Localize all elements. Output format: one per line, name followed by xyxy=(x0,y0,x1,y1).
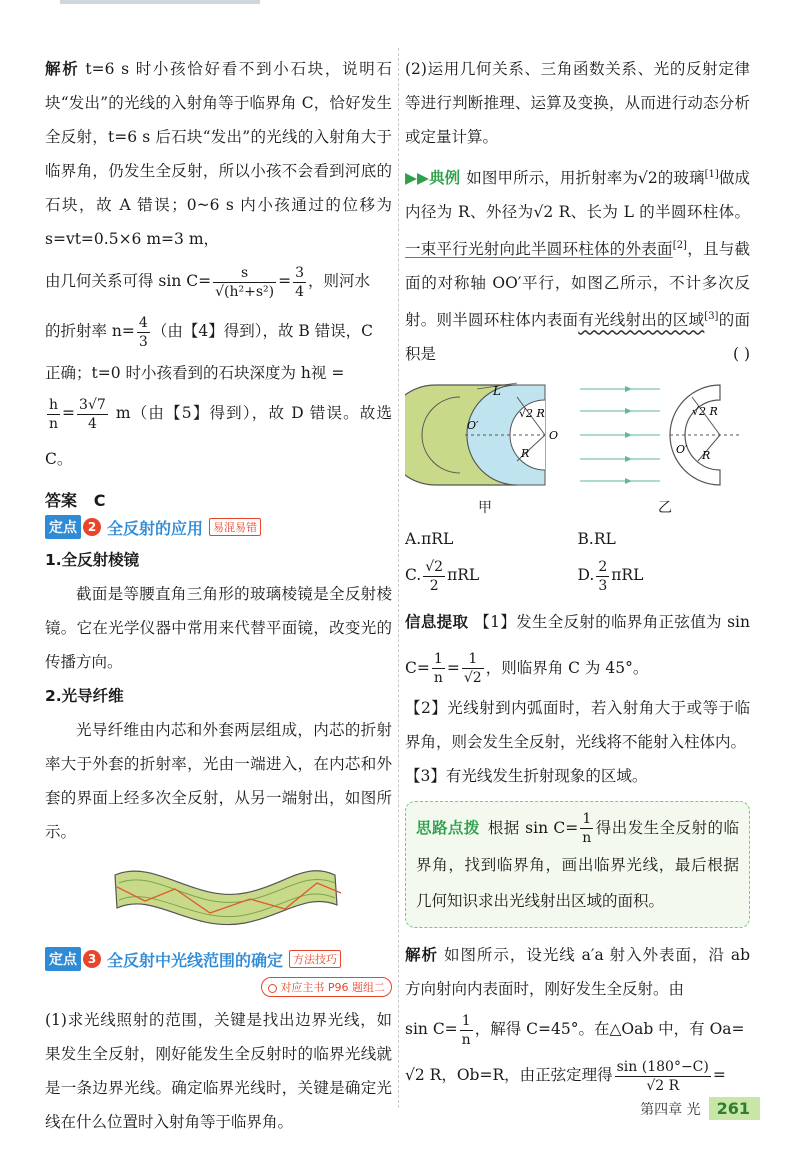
marker-3: [3] xyxy=(704,311,719,323)
optical-fiber-figure xyxy=(45,853,385,933)
page-footer xyxy=(640,1097,760,1120)
section-number: 2 xyxy=(83,518,101,536)
option-c[interactable]: C. $\frac{√2}{2}$ πRL xyxy=(405,558,480,594)
fraction-3root7-4: $\frac{3√7}{4}$ xyxy=(79,396,106,432)
example-problem: ▶▶典例 如图甲所示，用折射率为√2的玻璃[1]做成内径为 R、外径为√2 R、长为 L 的半圆环柱体。一束平行光射向此半圆环柱体的外表面[2]，且与截面的对称轴 OO′平行，如图乙所示，不计多次反射。则半圆环柱体内表面有光线射出的区域[3]的面积是 ( ) xyxy=(405,158,750,371)
solution-2-line-1: 解析 如图所示，设光线 a′a 射入外表面，沿 ab 方向射向内表面时，刚好发生全反射。由 xyxy=(405,946,750,999)
section-title: 全反射中光线范围的确定 xyxy=(107,950,284,970)
label-R: R xyxy=(521,447,530,461)
section-badge: 定点 xyxy=(45,947,81,971)
label-root2R: √2 R xyxy=(692,405,718,419)
solution-paragraph xyxy=(45,52,392,256)
method-2-text: (2)运用几何关系、三角函数关系、光的反射定律等进行判断推理、运算及变换，从而进行动态分析或定量计算。 xyxy=(405,60,750,146)
label-O-prime: O′ xyxy=(676,443,688,457)
chapter-label: 第四章 光 xyxy=(640,1101,701,1118)
fraction-3-4: $\frac{3}{4}$ xyxy=(295,264,305,300)
solution-2-line-2: sin C= $\frac{1}{n}$ ，解得 C=45°。在△Oab 中，有 Oa= xyxy=(405,1012,745,1048)
fraction-4-3: $\frac{4}{3}$ xyxy=(138,314,148,350)
label-O: O xyxy=(549,429,559,443)
option-b[interactable]: B.RL xyxy=(577,530,616,549)
highlight-outer-surface: 一束平行光射向此半圆环柱体的外表面 xyxy=(405,240,673,259)
figure-caption-jia: 甲 xyxy=(478,500,492,517)
figure-yi xyxy=(580,375,750,517)
reference-row xyxy=(45,977,392,997)
section-title: 全反射的应用 xyxy=(107,518,204,538)
target-icon xyxy=(268,984,277,993)
solution-label: 解析 xyxy=(405,946,438,965)
highlight-exit-region: 有光线射出的区域 xyxy=(578,311,705,330)
info-extraction-3: 【3】有光线发生折射现象的区域。 xyxy=(405,766,648,785)
label-R: R xyxy=(702,449,711,463)
figure-jia xyxy=(405,375,565,517)
page-number: 261 xyxy=(709,1097,760,1120)
section-badge: 定点 xyxy=(45,515,81,539)
fraction-h-n: $\frac{h}{n}$ xyxy=(49,396,59,432)
section-tag: 方法技巧 xyxy=(289,950,341,968)
section-2-header xyxy=(45,515,392,539)
solution-text: t=6 s 时小孩恰好看不到小石块，说明石块“发出”的光线的入射角等于临界角 C，恰好发生全反射，t=6 s 后石块“发出”的光线的入射角大于临界角，仍发生全反射，所以小孩不会看到河底的石块，故 A 错误；0~6 s 内小孩通过的位移为 s=vt=0.5×6 m=3 m， xyxy=(45,60,392,248)
left-column xyxy=(45,52,392,1139)
hint-label: 思路点拨 xyxy=(416,818,480,837)
answer-parentheses: ( ) xyxy=(732,345,750,364)
depth-result-line: $\frac{h}{n}$ = $\frac{3√7}{4}$ m（由【5】得到），故 D 错误。故选 C。 xyxy=(45,396,392,468)
answer-row xyxy=(45,488,392,511)
label-root2R: √2 R xyxy=(519,407,545,421)
info-extraction-2: 【2】光线射到内弧面时，若入射角大于或等于临界角，则会发生全反射，光线将不能射入柱体内。 xyxy=(405,698,750,751)
subheading-fiber: 2.光导纤维 xyxy=(45,687,124,705)
section-3-header xyxy=(45,947,392,971)
section-tag: 易混易错 xyxy=(209,518,261,536)
method-1-text: (1)求光线照射的范围，关键是找出边界光线，如果发生全反射，刚好能发生全反射时的临界光线就是一条边界光线。确定临界光线时，关键是确定光线在什么位置时入射角等于临界角。 xyxy=(45,1011,392,1131)
half-ring-cylinder-diagram xyxy=(405,375,565,495)
info-extraction-1: 信息提取 【1】发生全反射的临界角正弦值为 sin C= $\frac{1}{n}$ = $\frac{1}{√2}$ ，则临界角 C 为 45°。 xyxy=(405,612,750,687)
depth-line: 正确；t=0 时小孩看到的石块深度为 h视 = xyxy=(45,364,345,382)
prism-text: 截面是等腰直角三角形的玻璃棱镜是全反射棱镜。它在光学仪器中常用来代替平面镜，改变光的传播方向。 xyxy=(45,585,392,671)
top-accent-bar xyxy=(60,0,260,4)
marker-1: [1] xyxy=(704,169,719,180)
marker-2: [2] xyxy=(672,240,687,252)
solution-2-line-3: √2 R，Ob=R，由正弦定理得 $\frac{\sin (180^\circ-C)}{√2 R}$ = xyxy=(405,1058,726,1094)
label-L: L xyxy=(493,384,501,399)
option-d[interactable]: D. $\frac{2}{3}$ πRL xyxy=(577,558,644,594)
figure-caption-yi: 乙 xyxy=(658,500,672,517)
section-number: 3 xyxy=(83,950,101,968)
label-O-prime: O′ xyxy=(467,419,479,433)
option-a[interactable]: A.πRL xyxy=(405,530,454,549)
main-book-reference[interactable]: 对应主书 P96 题组二 xyxy=(261,977,392,997)
column-divider xyxy=(398,48,399,1108)
right-column xyxy=(405,52,750,1098)
subheading-prism: 1.全反射棱镜 xyxy=(45,551,140,569)
figures-row xyxy=(405,375,750,517)
refractive-index-line: 的折射率 n= $\frac{4}{3}$ （由【4】得到），故 B 错误，C xyxy=(45,314,374,350)
answer-label: 答案 xyxy=(45,491,78,510)
answer-value: C xyxy=(93,491,106,510)
info-label: 信息提取 xyxy=(405,612,469,631)
solution-label: 解析 xyxy=(45,60,80,78)
answer-options xyxy=(405,521,750,595)
hint-box: 思路点拨 根据 sin C= $\frac{1}{n}$ 得出发生全反射的临界角，找到临界角，画出临界光线，最后根据几何知识求出光线射出区域的面积。 xyxy=(405,801,750,929)
fiber-text: 光导纤维由内芯和外套两层组成，内芯的折射率大于外套的折射率，光由一端进入，在内芯和外套的界面上经多次全反射，从另一端射出，如图所示。 xyxy=(45,721,392,841)
fraction-s-over-root: $\frac{s}{\text{√(h²+s²)}}$ xyxy=(215,264,275,300)
parallel-light-diagram xyxy=(580,375,750,495)
sin-c-prefix: 由几何关系可得 sin C= xyxy=(45,272,212,290)
example-label: ▶▶典例 xyxy=(405,169,461,188)
sin-c-line: 由几何关系可得 sin C= $\frac{s}{\text{√(h²+s²)}}$ = $\frac{3}{4}$ ，则河水 xyxy=(45,264,371,300)
